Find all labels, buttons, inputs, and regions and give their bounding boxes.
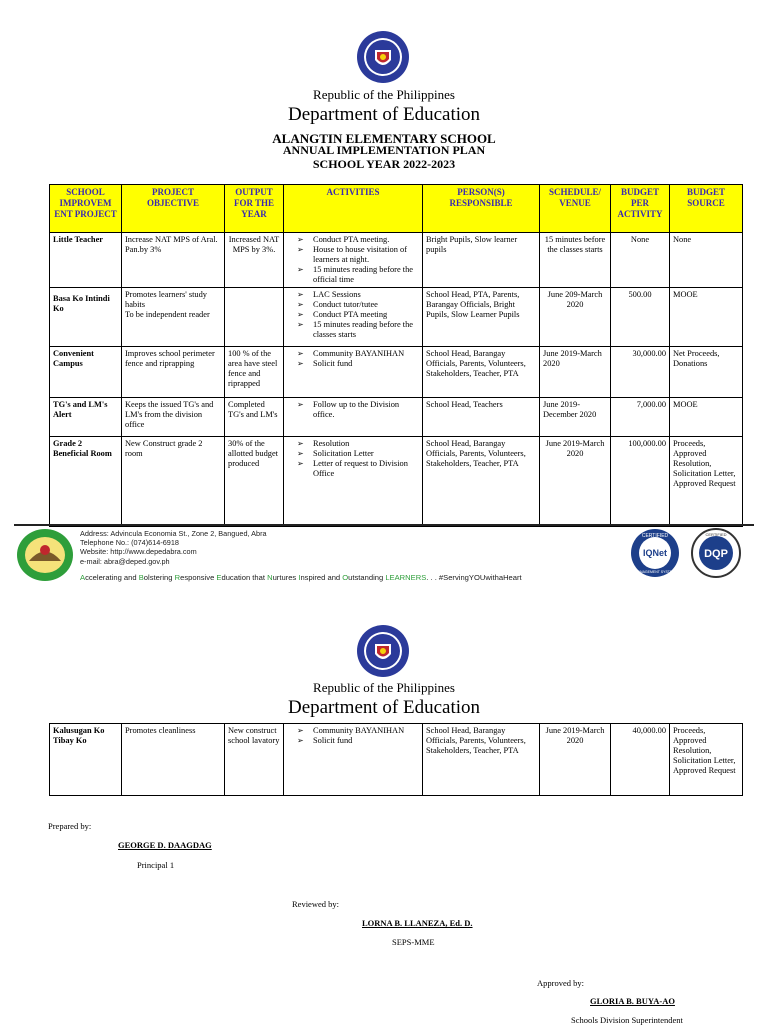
objective-cell: Improves school perimeter fence and riprapping [122, 347, 225, 398]
output-cell: Completed TG's and LM's [225, 398, 284, 437]
column-header: PERSON(S) RESPONSIBLE [423, 185, 540, 233]
svg-text:MANAGEMENT SYSTEM: MANAGEMENT SYSTEM [634, 570, 676, 574]
activity-item: ➢ 15 minutes reading before the official time [287, 265, 419, 285]
column-header: SCHEDULE/ VENUE [540, 185, 611, 233]
table-header-row [50, 185, 743, 233]
column-header: SCHOOL IMPROVEM ENT PROJECT [50, 185, 122, 233]
objective-cell: New Construct grade 2 room [122, 437, 225, 527]
activity-item: ➢ Follow up to the Division office. [287, 400, 419, 420]
table-row [50, 233, 743, 288]
column-header: PROJECT OBJECTIVE [122, 185, 225, 233]
implementation-plan-table [49, 184, 743, 527]
objective-cell: Increase NAT MPS of Aral. Pan.by 3% [122, 233, 225, 288]
footer-website[interactable]: Website: http://www.depedabra.com [80, 547, 197, 557]
activity-item: ➢ LAC Sessions [287, 290, 419, 300]
activity-item: ➢ Community BAYANIHAN [287, 726, 419, 736]
footer-email[interactable]: e-mail: abra@deped.gov.ph [80, 556, 170, 566]
source-cell: MOOE [670, 398, 743, 437]
source-cell: Net Proceeds, Donations [670, 347, 743, 398]
budget-cell: 100,000.00 [611, 437, 670, 527]
budget-cell: None [611, 233, 670, 288]
output-cell: 30% of the allotted budget produced [225, 437, 284, 527]
department-heading: Department of Education [287, 104, 481, 125]
svg-text:CERTIFIED: CERTIFIED [641, 533, 669, 539]
table-row [50, 347, 743, 398]
source-cell: Proceeds, Approved Resolution, Solicitation Letter, Approved Request [670, 437, 743, 527]
activities-cell [284, 233, 423, 288]
persons-cell: School Head, PTA, Parents, Barangay Officials, Bright Pupils, Slow Learner Pupils [423, 288, 540, 347]
objective-cell: Promotes cleanliness [122, 724, 225, 796]
school-year: SCHOOL YEAR 2022-2023 [312, 157, 456, 171]
svg-text:IQNet: IQNet [642, 548, 668, 558]
activities-cell [284, 398, 423, 437]
activity-item: ➢ Conduct PTA meeting. [287, 235, 419, 245]
reviewed-by-name: LORNA B. LLANEZA, Ed. D. [362, 918, 473, 928]
table-row [50, 724, 743, 796]
persons-cell: School Head, Barangay Officials, Parents, Volunteers, Stakeholders, Teacher, PTA [423, 347, 540, 398]
persons-cell: Bright Pupils, Slow learner pupils [423, 233, 540, 288]
activity-item: ➢ 15 minutes reading before the classes starts [287, 320, 419, 340]
approved-by-label: Approved by: [537, 978, 584, 988]
activity-item: ➢ Solicitation Letter [287, 449, 419, 459]
activity-item: ➢ Solicit fund [287, 359, 419, 369]
schedule-cell: June 2019-March 2020 [540, 437, 611, 527]
prepared-by-name: GEORGE D. DAAGDAG [118, 840, 212, 850]
dqp-cert-icon [690, 528, 742, 578]
activities-cell [284, 437, 423, 527]
schedule-cell: June 2019-December 2020 [540, 398, 611, 437]
persons-cell: School Head, Teachers [423, 398, 540, 437]
budget-cell: 30,000.00 [611, 347, 670, 398]
approved-by-name: GLORIA B. BUYA-AO [590, 996, 675, 1006]
activity-item: ➢ Letter of request to Division Office [287, 459, 419, 479]
budget-cell: 7,000.00 [611, 398, 670, 437]
activities-cell [284, 288, 423, 347]
republic-heading: Republic of the Philippines [313, 87, 455, 102]
footer-divider [14, 524, 754, 526]
output-cell: 100 % of the area have steel fence and riprapped [225, 347, 284, 398]
persons-cell: School Head, Barangay Officials, Parents, Volunteers, Stakeholders, Teacher, PTA [423, 724, 540, 796]
plan-title: ANNUAL IMPLEMENTATION PLAN [282, 143, 486, 157]
division-logo-icon [16, 528, 74, 582]
implementation-plan-table-continued [49, 723, 743, 796]
objective-cell: Keeps the issued TG's and LM's from the division office [122, 398, 225, 437]
approved-by-title: Schools Division Superintendent [571, 1015, 683, 1025]
column-header: ACTIVITIES [284, 185, 423, 233]
svg-text:DQP: DQP [704, 548, 728, 560]
project-cell: Kalusugan Ko Tibay Ko [50, 724, 122, 796]
reviewed-by-label: Reviewed by: [292, 899, 339, 909]
republic-heading: Republic of the Philippines [313, 680, 455, 695]
prepared-by-title: Principal 1 [137, 860, 175, 870]
reviewed-by-title: SEPS-MME [392, 937, 435, 947]
schedule-cell: 15 minutes before the classes starts [540, 233, 611, 288]
table-row [50, 437, 743, 527]
project-cell: Grade 2 Beneficial Room [50, 437, 122, 527]
footer-telephone: Telephone No.: (074)614-6918 [80, 538, 179, 548]
schedule-cell: June 2019-March 2020 [540, 724, 611, 796]
output-cell [225, 288, 284, 347]
activity-item: ➢ Resolution [287, 439, 419, 449]
objective-cell: Promotes learners' study habits To be independent reader [122, 288, 225, 347]
activities-cell [284, 724, 423, 796]
activity-item: ➢ House to house visitation of learners at night. [287, 245, 419, 265]
schedule-cell: June 2019-March 2020 [540, 347, 611, 398]
footer-tagline: Accelerating and Bolstering Responsive Education that Nurtures Inspired and Outstanding LEARNERS. . . #ServingYOUwithaHeart [80, 573, 522, 582]
schedule-cell: June 209-March 2020 [540, 288, 611, 347]
project-cell: TG's and LM's Alert [50, 398, 122, 437]
deped-seal-icon [356, 624, 410, 678]
iqnet-cert-icon [630, 528, 680, 578]
project-cell: Convenient Campus [50, 347, 122, 398]
source-cell: MOOE [670, 288, 743, 347]
budget-cell: 500.00 [611, 288, 670, 347]
svg-text:CERTIFIED: CERTIFIED [705, 532, 727, 537]
activity-item: ➢ Solicit fund [287, 736, 419, 746]
output-cell: New construct school lavatory [225, 724, 284, 796]
deped-seal-icon [356, 30, 410, 84]
column-header: BUDGET SOURCE [670, 185, 743, 233]
output-cell: Increased NAT MPS by 3%. [225, 233, 284, 288]
source-cell: None [670, 233, 743, 288]
column-header: OUTPUT FOR THE YEAR [225, 185, 284, 233]
prepared-by-label: Prepared by: [48, 821, 92, 831]
footer-address: Address: Advincula Economia St., Zone 2, Bangued, Abra [80, 529, 267, 538]
table-row [50, 288, 743, 347]
activity-item: ➢ Conduct PTA meeting [287, 310, 419, 320]
department-heading: Department of Education [287, 697, 481, 718]
school-name: ALANGTIN ELEMENTARY SCHOOL [272, 131, 496, 146]
persons-cell: School Head, Barangay Officials, Parents, Volunteers, Stakeholders, Teacher, PTA [423, 437, 540, 527]
activity-item: ➢ Community BAYANIHAN [287, 349, 419, 359]
column-header: BUDGET PER ACTIVITY [611, 185, 670, 233]
project-cell: Little Teacher [50, 233, 122, 288]
project-cell: Basa Ko Intindi Ko [50, 288, 122, 347]
activity-item: ➢ Conduct tutor/tutee [287, 300, 419, 310]
source-cell: Proceeds, Approved Resolution, Solicitation Letter, Approved Request [670, 724, 743, 796]
table-row [50, 398, 743, 437]
activities-cell [284, 347, 423, 398]
budget-cell: 40,000.00 [611, 724, 670, 796]
